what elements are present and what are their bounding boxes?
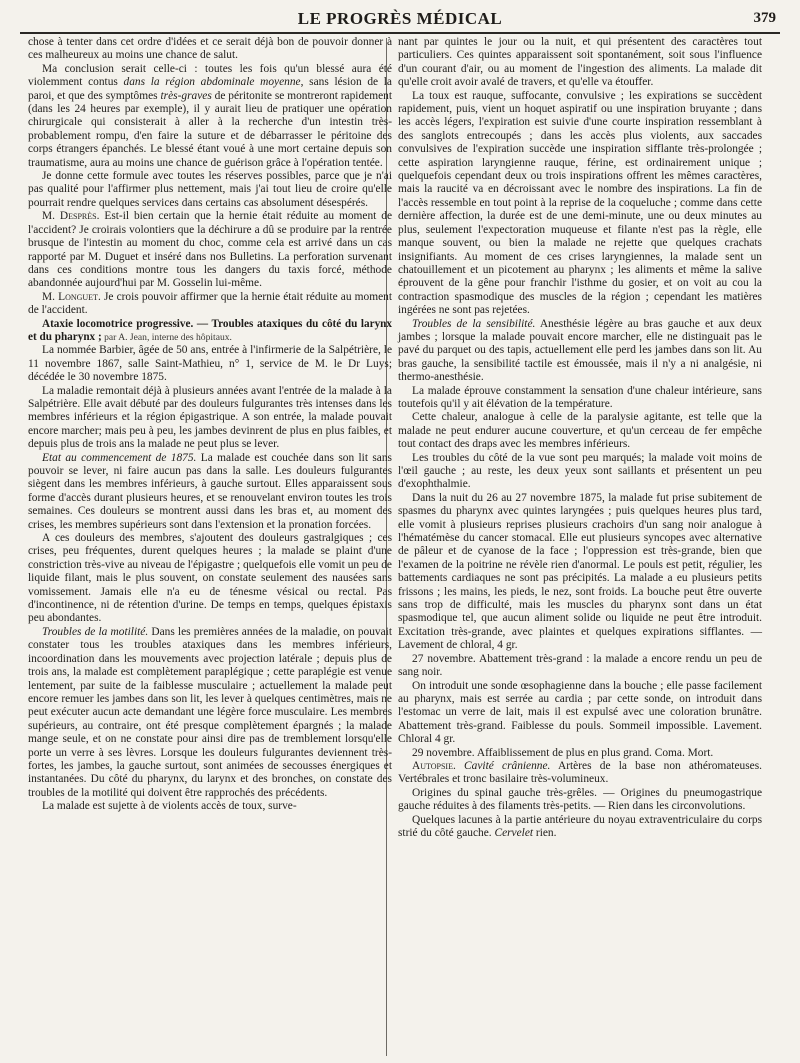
paragraph: M. Longuet. Je crois pouvoir affirmer que la hernie était réduite au moment de l'accident. [28, 290, 392, 317]
paragraph: Dans la nuit du 26 au 27 novembre 1875, la malade fut prise subitement de spasmes du pharynx avec quintes laryngées ; puis quelques heures plus tard, elle vomit à plusieurs reprises plusieurs crachoirs d'un sang noir analogue à l'hématémèse du cancer stomacal. Elle eut plusieurs syncopes avec alternative de pâleur et de cyanose de la face ; l'oppression est très-grande, bien que l'examen de la poitrine ne révèle rien d'anormal. Le pouls est petit, régulier, les battements cardiaques ne sont pas précipités. La malade a eu plusieurs petits frissons ; les mains, les pieds, le nez, sont froids. La bouche peut être ouverte sans trop de difficulté, mais les muscles du pharynx sont dans un état spasmodique tel, que aucun aliment solide ou liquide ne peut être introduit. Excitation très-grande, avec plaintes et quelques expirations sifflantes. — Lavement de chloral, 4 gr. [398, 491, 762, 652]
paragraph: Autopsie. Cavité crânienne. Artères de la base non athéromateuses. Vertébrales et tronc basilaire très-volumineux. [398, 759, 762, 786]
paragraph: La malade est sujette à de violents accès de toux, surve- [42, 800, 297, 813]
paragraph: Troubles de la sensibilité. Anesthésie légère au bras gauche et aux deux jambes ; lorsque la malade pouvait encore marcher, elle ne distinguait pas le pavé du parquet ou des tapis, actuellement elle perd les jambes dans son lit. Au bras gauche, la sensibilité tactile est émoussée, mais il n'y a ni analgésie, ni thermo-anesthésie. [398, 317, 762, 384]
section-label: Autopsie. [412, 759, 456, 772]
article-heading [28, 318, 392, 345]
paragraph: chose à tenter dans cet ordre d'idées et ce serait déjà bon de pouvoir donner à ces malheureux au moins une chance de salut. [28, 36, 392, 62]
paragraph: M. Desprès. Est-il bien certain que la hernie était réduite au moment de l'accident? Je croirais volontiers que la déchirure a dû se produire par la rentrée brusque de l'intestin au moment du choc, comme cela est arrivé dans un cas rapporté par M. Duguet et inséré dans nos Bulletins. La perforation survenant dans ces conditions montre tous les dangers du taxis forcé, méthode abandonnée aujourd'hui par M. Gosselin lui-même. [28, 210, 392, 290]
paragraph: Quelques lacunes à la partie antérieure du noyau extraventriculaire du corps strié du côté gauche. Cervelet rien. [398, 813, 762, 839]
paragraph: Origines du spinal gauche très-grêles. — Origines du pneumogastrique gauche réduites à des filaments très-petits. — Rien dans les circonvolutions. [398, 786, 762, 813]
running-header [20, 8, 780, 34]
left-column [28, 36, 392, 1056]
paragraph: Les troubles du côté de la vue sont peu marqués; la malade voit moins de l'œil gauche ; au reste, les deux yeux sont saillants et présentent un peu d'exophthalmie. [398, 451, 762, 491]
paragraph: 27 novembre. Abattement très-grand : la malade a encore rendu un peu de sang noir. [398, 652, 762, 679]
paragraph: 29 novembre. Affaiblissement de plus en plus grand. Coma. Mort. [412, 746, 714, 759]
article-author: par A. Jean, interne des hôpitaux. [101, 331, 232, 343]
speaker-name: M. Desprès. [42, 210, 100, 223]
paragraph: nant par quintes le jour ou la nuit, et qui présentent des caractères tout particuliers. Ces quintes apparaissent soit spontanément, soit sous l'influence d'un courant d'air, ou au moment de l'ingestion des aliments. La malade dit qu'elle croit avoir avalé de travers, et qu'elle va étouffer. [398, 36, 762, 89]
paragraph: La nommée Barbier, âgée de 50 ans, entrée à l'infirmerie de la Salpétrière, le 11 novembre 1867, salle Saint-Mathieu, n° 1, service de M. le Dr Luys; décédée le 30 novembre 1875. [28, 344, 392, 384]
paragraph: La toux est rauque, suffocante, convulsive ; les expirations se succèdent rapidement, puis, vient un hoquet aspiratif ou une inspiration bruyante ; dans les accès légers, l'expiration est suivie d'une courte inspiration ressemblant à des sanglots entrecoupés ; dans les accès plus violents, aux saccades convulsives de l'expiration succède une inspiration sifflante très-prolongée ; cette aspiration laryngienne rauque, férine, est ordinairement unique ; quelquefois cependant deux ou trois inspirations offrent les mêmes caractères, mais la raucité va en décroissant avec le nombre des inspirations. La fin de l'accès ressemble en tout point à la reprise de la coqueluche ; comme dans cette dernière affection, la durée est de une demi-minute, une ou deux minutes au plus, seulement l'expectoration muqueuse et filante n'est pas la règle, elle manque souvent, ou bien la malade ne rejette que quelques crachats insignifiants. Au moment de ces crises laryngiennes, la malade sent un chatouillement et un picotement au pharynx ; les aliments et même la salive éprouvent de la gêne pour franchir l'isthme du gosier, et on voit au cou la contraction spasmodique des muscles de la région ; cependant les matières ingérées ne sont pas rejetées. [398, 89, 762, 317]
section-label: Troubles de la sensibilité. [412, 317, 536, 330]
paragraph: Troubles de la motilité. Dans les premières années de la maladie, on pouvait constater tous les troubles ataxiques dans les membres inférieurs, incoordination dans les mouvements avec projection latérale ; depuis plus de trois ans, la malade est complètement paraplégique ; cette paraplégie est venue lentement, par suite de la faiblesse musculaire ; actuellement la malade peut encore remuer les jambes dans son lit, les lever à quelques centimètres, mais ne peut exécuter aucun acte demandant une légère force musculaire. Les membres supérieurs, au contraire, ont été presque complètement épargnés ; la malade mange seule, et on ne constate pour ainsi dire pas de tremblement lorsqu'elle porte un verre à ses lèvres. Lorsque les douleurs fulgurantes deviennent très-fortes, les jambes, la gauche surtout, sont animées de secousses énergiques et instantanées. Du côté du pharynx, du larynx et des bronches, on constate des troubles de la motilité qui doivent être rapprochés des précédents. [28, 625, 392, 799]
journal-title: LE PROGRÈS MÉDICAL [297, 9, 503, 28]
right-column [398, 36, 762, 1056]
paragraph: On introduit une sonde œsophagienne dans la bouche ; elle passe facilement au pharynx, mais est serrée au cardia ; par cette sonde, on introduit dans l'estomac un verre de lait, mais il est expulsé avec une coloration brunâtre. Abattement très-grand. Faiblesse du pouls. Sommeil impossible. Lavement. Chloral 4 gr. [398, 679, 762, 746]
section-label: Etat au commencement de 1875. [42, 451, 197, 464]
section-label: Troubles de la motilité. [42, 625, 149, 638]
paragraph: La malade éprouve constamment la sensation d'une chaleur intérieure, sans toutefois qu'il y ait élévation de la température. [398, 384, 762, 410]
paragraph: A ces douleurs des membres, s'ajoutent des douleurs gastralgiques ; ces crises, peu fréquentes, durent quelques heures ; la malade se plaint d'une constriction très-vive au niveau de l'épigastre ; quelquefois elle vomit un peu de liquide filant, mais le plus souvent, on constate seulement des nausées sans vomissement. Jamais elle n'a eu de ténesme vésical ou rectal. Pas d'incontinence, ni de rétention d'urine. De temps en temps, quelques épistaxis peu abondantes. [28, 532, 392, 625]
article-title: Ataxie locomotrice progressive. — Troubles ataxiques du côté du larynx et du pharynx ; [28, 317, 392, 343]
speaker-name: M. Longuet. [42, 290, 101, 303]
paragraph: Je donne cette formule avec toutes les réserves possibles, parce que je n'ai pas qualité pour l'affirmer plus nettement, mais j'ai tout lieu de croire qu'elle pourrait rendre quelques services dans certains cas absolument désespérés. [28, 170, 392, 209]
paragraph: Ma conclusion serait celle-ci : toutes les fois qu'un blessé aura été violemment contus dans la région abdominale moyenne, sans lésion de la paroi, et que des symptômes très-graves de péritonite se montreront rapidement (dans les 24 heures par exemple), il y aurait lieu de pratiquer une opération chirurgicale qui consisterait à aller à la recherche d'un intestin très-probablement rompu, d'en faire la suture et de débarrasser le péritoine des corps étrangers épanchés. Le blessé étant voué à une mort certaine depuis son traumatisme, aura au moins une chance de guérison grâce à l'opération tentée. [28, 62, 392, 169]
paragraph: La maladie remontait déjà à plusieurs années avant l'entrée de la malade à la Salpétrière. Elle avait débuté par des douleurs fulgurantes très intenses dans les membres inférieurs et la région épigastrique. A son entrée, la malade pouvait encore marcher; mais peu à peu, les jambes devinrent de plus en plus faibles, et depuis plus de trois ans la malade ne peut plus se lever. [28, 384, 392, 451]
paragraph: Etat au commencement de 1875. La malade est couchée dans son lit sans pouvoir se lever, ni faire aucun pas dans la salle. Les douleurs fulgurantes siègent dans les membres inférieurs, à gauche surtout. Elles apparaissent sous forme d'accès durant plusieurs heures, et se renouvelant environ toutes les trois semaines. Ces douleurs se montrent aussi dans les bras et, au moment des crises, les membres supérieurs sont dans l'extension et la pronation forcées. [28, 451, 392, 531]
paragraph: Cette chaleur, analogue à celle de la paralysie agitante, est telle que la malade ne peut endurer aucune couverture, et qu'un cerceau de fer empêche tout contact des draps avec les membres inférieurs. [398, 411, 762, 451]
page-number: 379 [753, 10, 776, 26]
